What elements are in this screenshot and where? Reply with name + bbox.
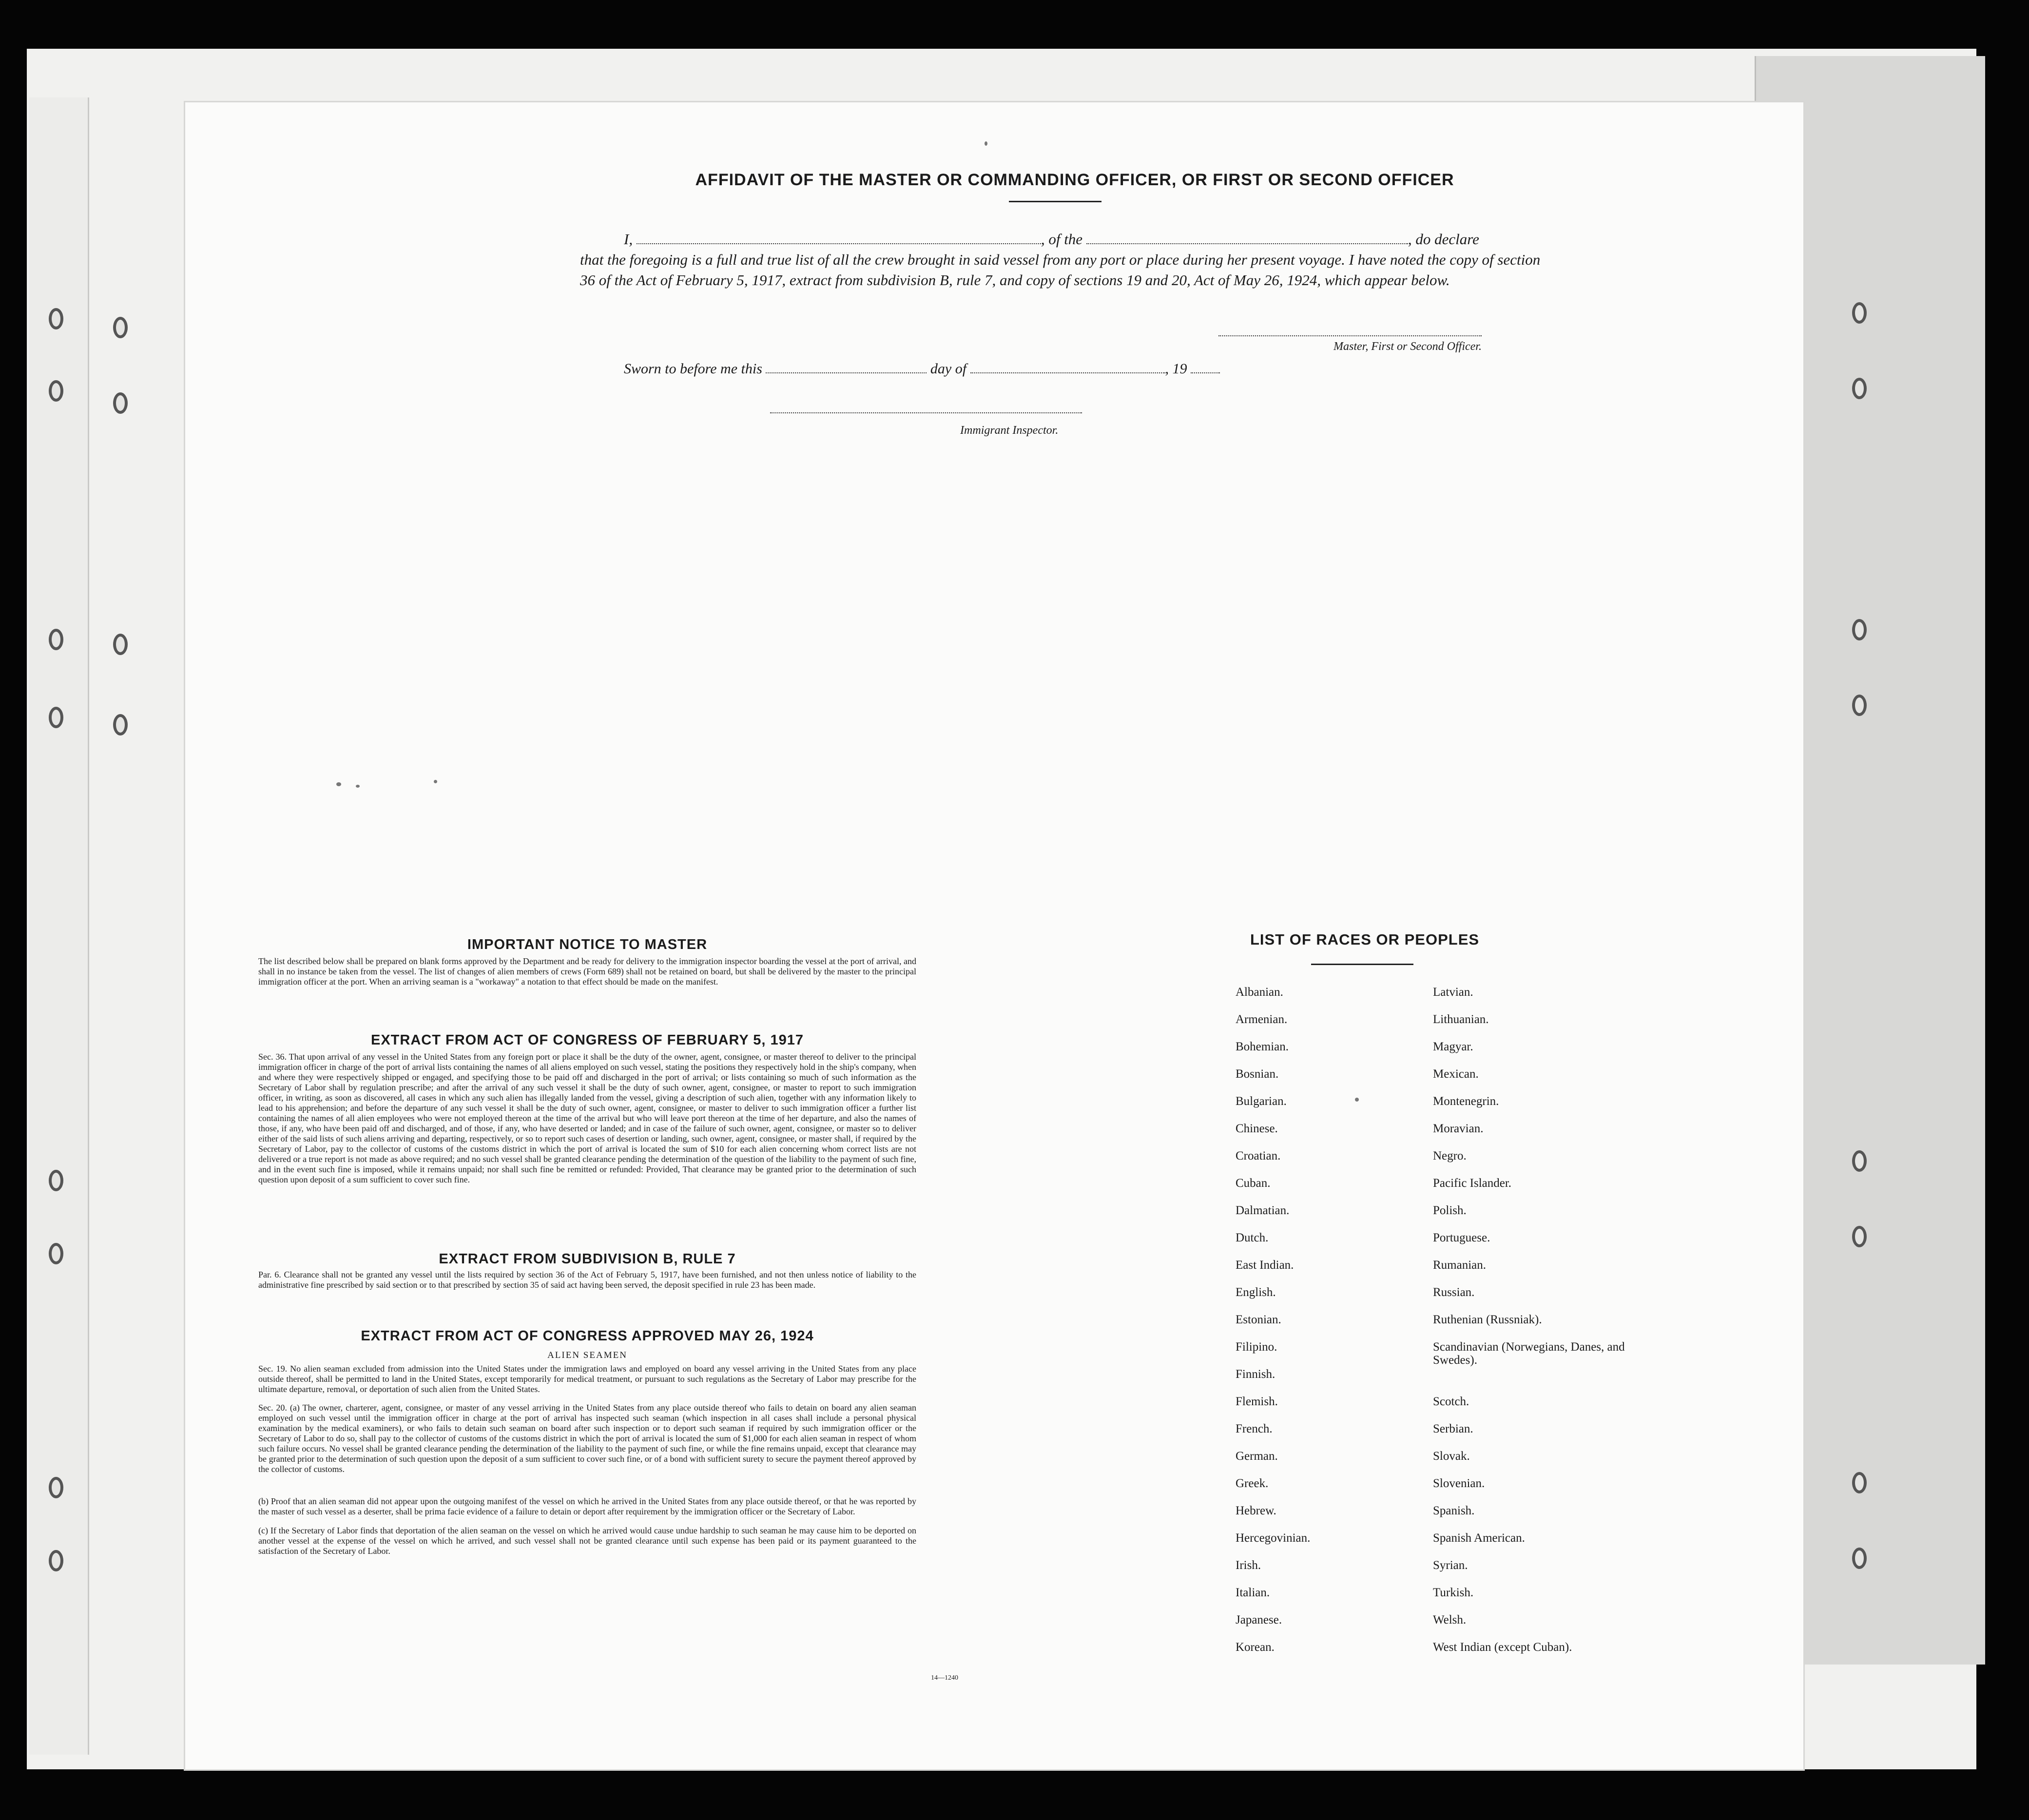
race-item: Estonian. xyxy=(1236,1313,1281,1326)
race-item: German. xyxy=(1236,1450,1278,1463)
binder-hole xyxy=(1852,1150,1867,1172)
race-item: Turkish. xyxy=(1433,1586,1474,1599)
officer-name-field[interactable] xyxy=(637,243,1041,244)
binder-hole xyxy=(49,707,63,728)
race-item: Irish. xyxy=(1236,1559,1261,1572)
declaration-line-1 xyxy=(580,229,1555,250)
race-item: Japanese. xyxy=(1236,1613,1282,1626)
binder-hole xyxy=(1852,1226,1867,1247)
sworn-year-field[interactable] xyxy=(1191,372,1220,373)
notice-title: IMPORTANT NOTICE TO MASTER xyxy=(467,937,708,952)
races-title: LIST OF RACES OR PEOPLES xyxy=(1250,931,1480,948)
sworn-line xyxy=(624,361,1452,377)
extract-1924-title: EXTRACT FROM ACT OF CONGRESS APPROVED MAY 26, 1924 xyxy=(361,1328,814,1344)
binder-hole xyxy=(113,714,128,736)
race-item: Montenegrin. xyxy=(1433,1095,1499,1108)
race-item: Negro. xyxy=(1433,1149,1467,1162)
race-item: Slovenian. xyxy=(1433,1477,1485,1490)
ink-speck xyxy=(1355,1098,1359,1102)
race-item: East Indian. xyxy=(1236,1259,1294,1272)
binder-hole xyxy=(49,1477,63,1498)
sworn-day-of: day of xyxy=(930,361,967,377)
master-signature-title: Master, First or Second Officer. xyxy=(1333,340,1482,353)
extract-rule7-text: Par. 6. Clearance shall not be granted any vessel until the lists required by section 36 of the Act of February 5, 1917, have been furnished, and not then unless notice of liability to the administrative fine prescribed by said section or to that prescribed by section 35 of said act having been served, the deposit specified in rule 23 has been made. xyxy=(258,1270,916,1290)
race-item: Latvian. xyxy=(1433,986,1473,999)
race-item: Ruthenian (Russniak). xyxy=(1433,1313,1542,1326)
binder-strip xyxy=(29,97,89,1755)
race-item: Bohemian. xyxy=(1236,1040,1289,1053)
declaration-do-declare: , do declare xyxy=(1408,231,1479,248)
race-item: Dalmatian. xyxy=(1236,1204,1290,1217)
race-item: Magyar. xyxy=(1433,1040,1473,1053)
binder-hole xyxy=(1852,1472,1867,1493)
race-item: Spanish American. xyxy=(1433,1531,1525,1545)
declaration-i: I, xyxy=(624,231,633,248)
race-item: Mexican. xyxy=(1433,1067,1479,1081)
race-item: Hebrew. xyxy=(1236,1504,1276,1517)
race-item: Polish. xyxy=(1433,1204,1467,1217)
binder-hole xyxy=(49,308,63,329)
races-title-rule xyxy=(1311,964,1413,965)
extract-1917-title: EXTRACT FROM ACT OF CONGRESS OF FEBRUARY 5, 1917 xyxy=(370,1032,804,1048)
race-item: Slovak. xyxy=(1433,1450,1470,1463)
race-item: Cuban. xyxy=(1236,1177,1271,1190)
race-item: Greek. xyxy=(1236,1477,1269,1490)
notice-text: The list described below shall be prepared on blank forms approved by the Department and be ready for delivery to the immigration inspector boarding the vessel at the port of arrival, and shall in no instance be taken from the vessel. The list of changes of alien members of crews (Form 689) shall not be retained on board, but shall be delivered by the master to the principal immigration officer at the port. When an arriving seaman is a "workaway" a notation to that effect should be made on the manifest. xyxy=(258,956,916,987)
binder-hole xyxy=(49,1550,63,1571)
race-item: West Indian (except Cuban). xyxy=(1433,1641,1572,1654)
race-item: Armenian. xyxy=(1236,1013,1288,1026)
race-item: Moravian. xyxy=(1433,1122,1484,1135)
race-item: Hercegovinian. xyxy=(1236,1531,1311,1545)
race-item: Chinese. xyxy=(1236,1122,1278,1135)
race-item: Scotch. xyxy=(1433,1395,1469,1408)
declaration-of-the: , of the xyxy=(1041,231,1083,248)
race-item: Filipino. xyxy=(1236,1340,1277,1354)
race-item: Serbian. xyxy=(1433,1422,1473,1435)
inspector-signature-line[interactable] xyxy=(770,412,1082,413)
binder-hole xyxy=(49,629,63,650)
race-item: Dutch. xyxy=(1236,1231,1269,1244)
race-item: Flemish. xyxy=(1236,1395,1278,1408)
race-item: Lithuanian. xyxy=(1433,1013,1489,1026)
binder-hole xyxy=(49,380,63,402)
race-item: Croatian. xyxy=(1236,1149,1281,1162)
race-item: Scandinavian (Norwegians, Danes, and Swedes). xyxy=(1433,1340,1625,1367)
extract-1924-subtitle: ALIEN SEAMEN xyxy=(547,1350,627,1360)
race-item: Syrian. xyxy=(1433,1559,1468,1572)
extract-1924-sec20b: (b) Proof that an alien seaman did not appear upon the outgoing manifest of the vessel on which he arrived in the United States from any place outside thereof, or that he was reported by the master of such vessel as a deserter, shall be prima facie evidence of a failure to detain or deport after requirement by the immigration officer or the Secretary of Labor. xyxy=(258,1496,916,1516)
sworn-day-field[interactable] xyxy=(766,372,927,373)
ink-speck xyxy=(356,785,360,788)
race-item: Italian. xyxy=(1236,1586,1270,1599)
race-item: Pacific Islander. xyxy=(1433,1177,1512,1190)
inspector-title: Immigrant Inspector. xyxy=(960,424,1059,437)
binder-hole xyxy=(49,1243,63,1264)
affidavit-form-page xyxy=(185,102,1803,1769)
ink-speck xyxy=(336,782,341,786)
race-item: Spanish. xyxy=(1433,1504,1475,1517)
declaration-body: that the foregoing is a full and true list of all the crew brought in said vessel from any port or place during her present voyage. I have noted the copy of section 36 of the Act of February 5, 1917, extract from subdivision B, rule 7, and copy of sections 19 and 20, Act of May 26, 1924, which appear below. xyxy=(580,251,1541,289)
extract-1924-sec19: Sec. 19. No alien seaman excluded from admission into the United States under the immigration laws and employed on board any vessel arriving in the United States from any place outside thereof, shall be permitted to land in the United States, except temporarily for medical treatment, or pursuant to such regulations as the Secretary of Labor may prescribe for the ultimate departure, removal, or deportation of such alien from the United States. xyxy=(258,1364,916,1394)
race-item: Finnish. xyxy=(1236,1368,1275,1381)
race-item: Albanian. xyxy=(1236,986,1283,999)
race-item: Korean. xyxy=(1236,1641,1275,1654)
binder-hole xyxy=(113,317,128,338)
race-item: Bosnian. xyxy=(1236,1067,1279,1081)
ink-speck xyxy=(985,141,987,146)
title-rule xyxy=(1009,201,1101,202)
binder-hole xyxy=(113,634,128,655)
sworn-year-prefix: , 19 xyxy=(1165,361,1187,377)
ink-speck xyxy=(434,780,437,783)
race-item: English. xyxy=(1236,1286,1276,1299)
form-number: 14—1240 xyxy=(931,1674,958,1682)
vessel-name-field[interactable] xyxy=(1086,243,1408,244)
race-item: French. xyxy=(1236,1422,1273,1435)
race-item: Welsh. xyxy=(1433,1613,1467,1626)
binder-hole xyxy=(113,392,128,414)
binder-hole xyxy=(1852,695,1867,716)
race-item: Russian. xyxy=(1433,1286,1475,1299)
binder-hole xyxy=(49,1170,63,1191)
sworn-prefix: Sworn to before me this xyxy=(624,361,762,377)
extract-rule7-title: EXTRACT FROM SUBDIVISION B, RULE 7 xyxy=(439,1251,736,1267)
extract-1924-sec20c: (c) If the Secretary of Labor finds that deportation of the alien seaman on the vessel on which he arrived would cause undue hardship to such seaman he may cause him to be deported on another vessel at the expense of the vessel on which he arrived, and such vessel shall not be granted clearance until such expense has been paid or its payment guaranteed to the satisfaction of the Secretary of Labor. xyxy=(258,1526,916,1556)
master-signature-line[interactable] xyxy=(1218,335,1482,336)
extract-1917-text: Sec. 36. That upon arrival of any vessel in the United States from any foreign port or place it shall be the duty of the owner, agent, consignee, or master thereof to deliver to the principal immigration officer in charge of the port of arrival lists containing the names of all aliens employed on such vessel, stating the positions they respectively hold in the ship's company, when and where they were respectively shipped or engaged, and specifying those to be paid off and discharged in the port of arrival; or lists containing so much of such information as the Secretary of Labor shall by regulation prescribe; and after the arrival of any such vessel it shall be the duty of such owner, agent, consignee, or master to report to such immigration officer, in writing, as soon as discovered, all cases in which any such alien has illegally landed from the vessel, giving a description of such alien, together with any information likely to lead to his apprehension; and before the departure of any such vessel it shall be the duty of such owner, agent, consignee, or master to deliver to such immigration officer a further list containing the names of all alien employees who were not employed thereon at the time of the arrival but who will leave port thereon at the time of her departure, and also the names of those, if any, who have been paid off and discharged, and of those, if any, who have deserted or landed; and in case of the failure of such owner, agent, consignee, or master so to deliver either of the said lists of such aliens arriving and departing, respectively, or so to report such cases of desertion or landing, such owner, agent, consignee, or master shall, if required by the Secretary of Labor, pay to the collector of customs of the customs district in which the port of arrival is located the sum of $10 for each alien concerning whom correct lists are not delivered or a true report is not made as above required; and no such vessel shall be granted clearance pending the determination of the question of the liability to the payment of such fine, and in the event such fine is imposed, while it remains unpaid; nor shall such fine be remitted or refunded: Provided, That clearance may be granted prior to the determination of such question upon deposit of a sum sufficient to cover such fine. xyxy=(258,1052,916,1184)
binder-hole xyxy=(1852,378,1867,399)
race-item: Rumanian. xyxy=(1433,1259,1487,1272)
binder-hole xyxy=(1852,619,1867,640)
affidavit-title: AFFIDAVIT OF THE MASTER OR COMMANDING OFFICER, OR FIRST OR SECOND OFFICER xyxy=(695,171,1454,189)
race-item: Portuguese. xyxy=(1433,1231,1490,1244)
binder-hole xyxy=(1852,302,1867,324)
sworn-month-field[interactable] xyxy=(970,372,1165,373)
race-item: Bulgarian. xyxy=(1236,1095,1287,1108)
extract-1924-sec20a: Sec. 20. (a) The owner, charterer, agent, consignee, or master of any vessel arriving in the United States from any place outside thereof who fails to detain on board any alien seaman employed on such vessel until the immigration officer in charge at the port of arrival has inspected such seaman (which inspection in all cases shall include a personal physical examination by the medical examiners), or who fails to detain such seaman on board after such inspection or to deport such seaman if required by such immigration officer or the Secretary of Labor to do so, shall pay to the collector of customs of the customs district in which the port of arrival is located the sum of $1,000 for each alien seaman in respect of whom such failure occurs. No vessel shall be granted clearance pending the determination of the liability to the payment of such fine, or while the fine remains unpaid, except that clearance may be granted prior to the determination of such question upon the deposit of a sum sufficient to cover such fine, or of a bond with sufficient surety to secure the payment thereof approved by the collector of customs. xyxy=(258,1403,916,1474)
binder-hole xyxy=(1852,1548,1867,1569)
declaration-block xyxy=(580,229,1555,290)
